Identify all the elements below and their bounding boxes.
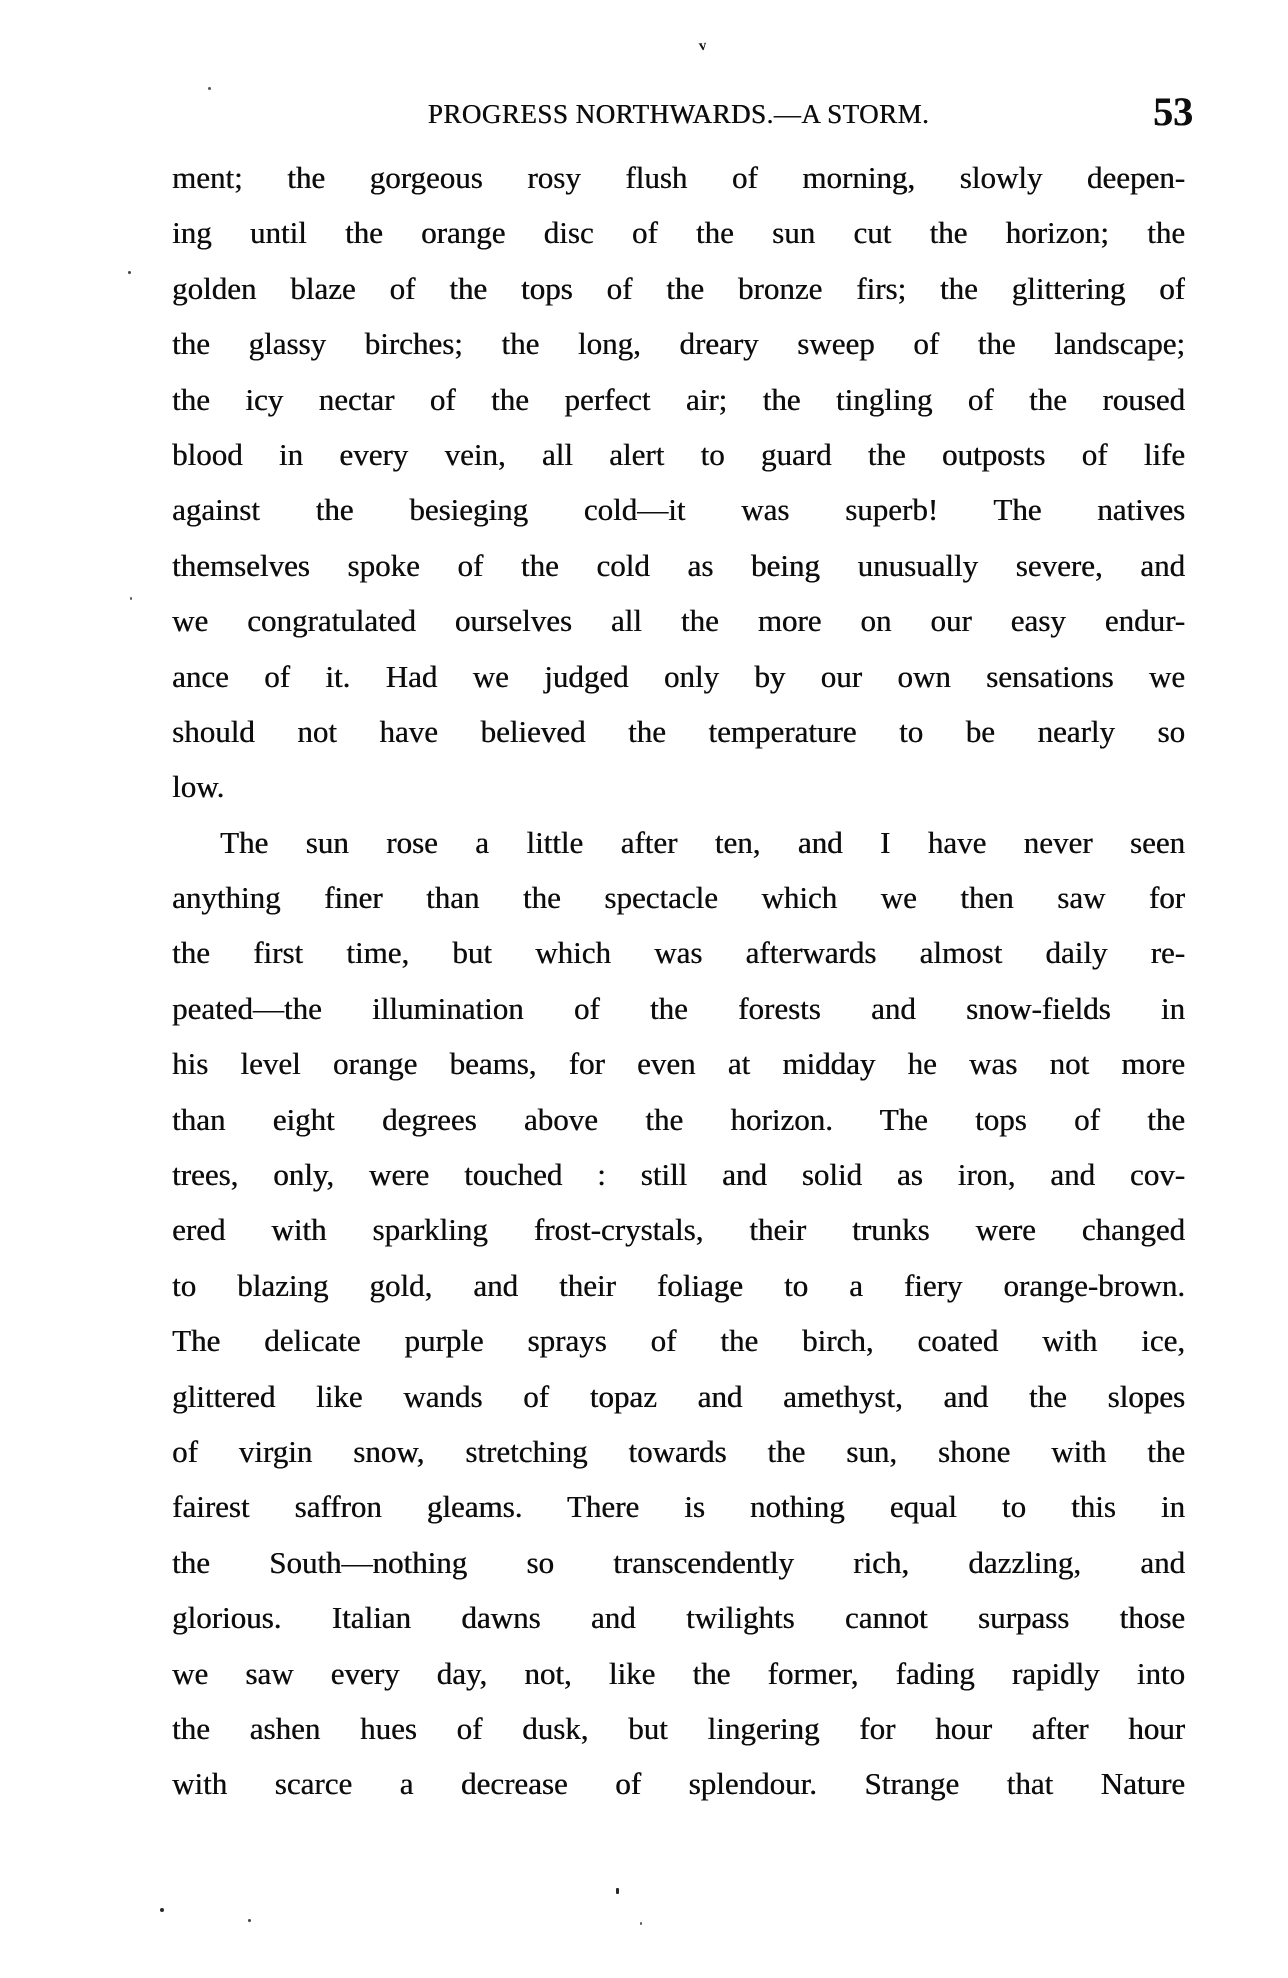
text-line: should not have believed the temperature to be nearly so	[172, 713, 1185, 749]
text-line: blood in every vein, all alert to guard the outposts of life	[172, 436, 1185, 472]
body-text-block	[172, 150, 1185, 1812]
scan-speck	[160, 1908, 164, 1912]
text-line: trees, only, were touched : still and solid as iron, and cov-	[172, 1157, 1185, 1193]
text-line: of virgin snow, stretching towards the sun, shone with the	[172, 1433, 1185, 1469]
text-line: peated—the illumination of the forests and snow-fields in	[172, 990, 1185, 1026]
text-line: than eight degrees above the horizon. The tops of the	[172, 1101, 1185, 1137]
text-line: the South—nothing so transcendently rich, dazzling, and	[172, 1544, 1185, 1580]
scan-speck	[128, 271, 131, 274]
running-header-title: PROGRESS NORTHWARDS.—A STORM.	[427, 99, 930, 129]
text-line: anything finer than the spectacle which we then saw for	[172, 880, 1185, 916]
text-line: his level orange beams, for even at midday he was not more	[172, 1046, 1185, 1082]
text-line: against the besieging cold—it was superb! The natives	[172, 492, 1185, 528]
text-line: golden blaze of the tops of the bronze firs; the glittering of	[172, 270, 1185, 306]
text-line: glittered like wands of topaz and amethyst, and the slopes	[172, 1378, 1185, 1414]
text-line: ered with sparkling frost-crystals, their trunks were changed	[172, 1212, 1185, 1248]
text-line: ance of it. Had we judged only by our own sensations we	[172, 658, 1185, 694]
text-line: ing until the orange disc of the sun cut the horizon; the	[172, 215, 1185, 251]
text-line: we saw every day, not, like the former, fading rapidly into	[172, 1655, 1185, 1691]
text-line: themselves spoke of the cold as being unusually severe, and	[172, 547, 1185, 583]
text-line: the glassy birches; the long, dreary sweep of the landscape;	[172, 326, 1185, 362]
scan-mark: v	[698, 37, 708, 55]
scan-speck	[130, 597, 132, 600]
text-line: low.	[172, 769, 225, 805]
scan-speck	[640, 1922, 642, 1925]
text-line: with scarce a decrease of splendour. Strange that Nature	[172, 1766, 1185, 1802]
text-line: to blazing gold, and their foliage to a fiery orange-brown.	[172, 1267, 1185, 1303]
text-line: the ashen hues of dusk, but lingering for hour after hour	[172, 1710, 1185, 1746]
text-line: we congratulated ourselves all the more on our easy endur-	[172, 603, 1185, 639]
scan-speck	[248, 1919, 251, 1922]
text-line: ment; the gorgeous rosy flush of morning, slowly deepen-	[172, 160, 1185, 195]
text-line: the first time, but which was afterwards almost daily re-	[172, 935, 1185, 971]
text-line: the icy nectar of the perfect air; the tingling of the roused	[172, 381, 1185, 417]
page-number: 53	[1153, 89, 1193, 134]
text-line: fairest saffron gleams. There is nothing equal to this in	[172, 1489, 1185, 1525]
text-line: The sun rose a little after ten, and I have never seen	[220, 824, 1185, 860]
text-line: The delicate purple sprays of the birch, coated with ice,	[172, 1323, 1185, 1359]
scan-speck	[208, 87, 211, 90]
scan-speck	[616, 1888, 619, 1894]
text-line: glorious. Italian dawns and twilights cannot surpass those	[172, 1600, 1185, 1636]
